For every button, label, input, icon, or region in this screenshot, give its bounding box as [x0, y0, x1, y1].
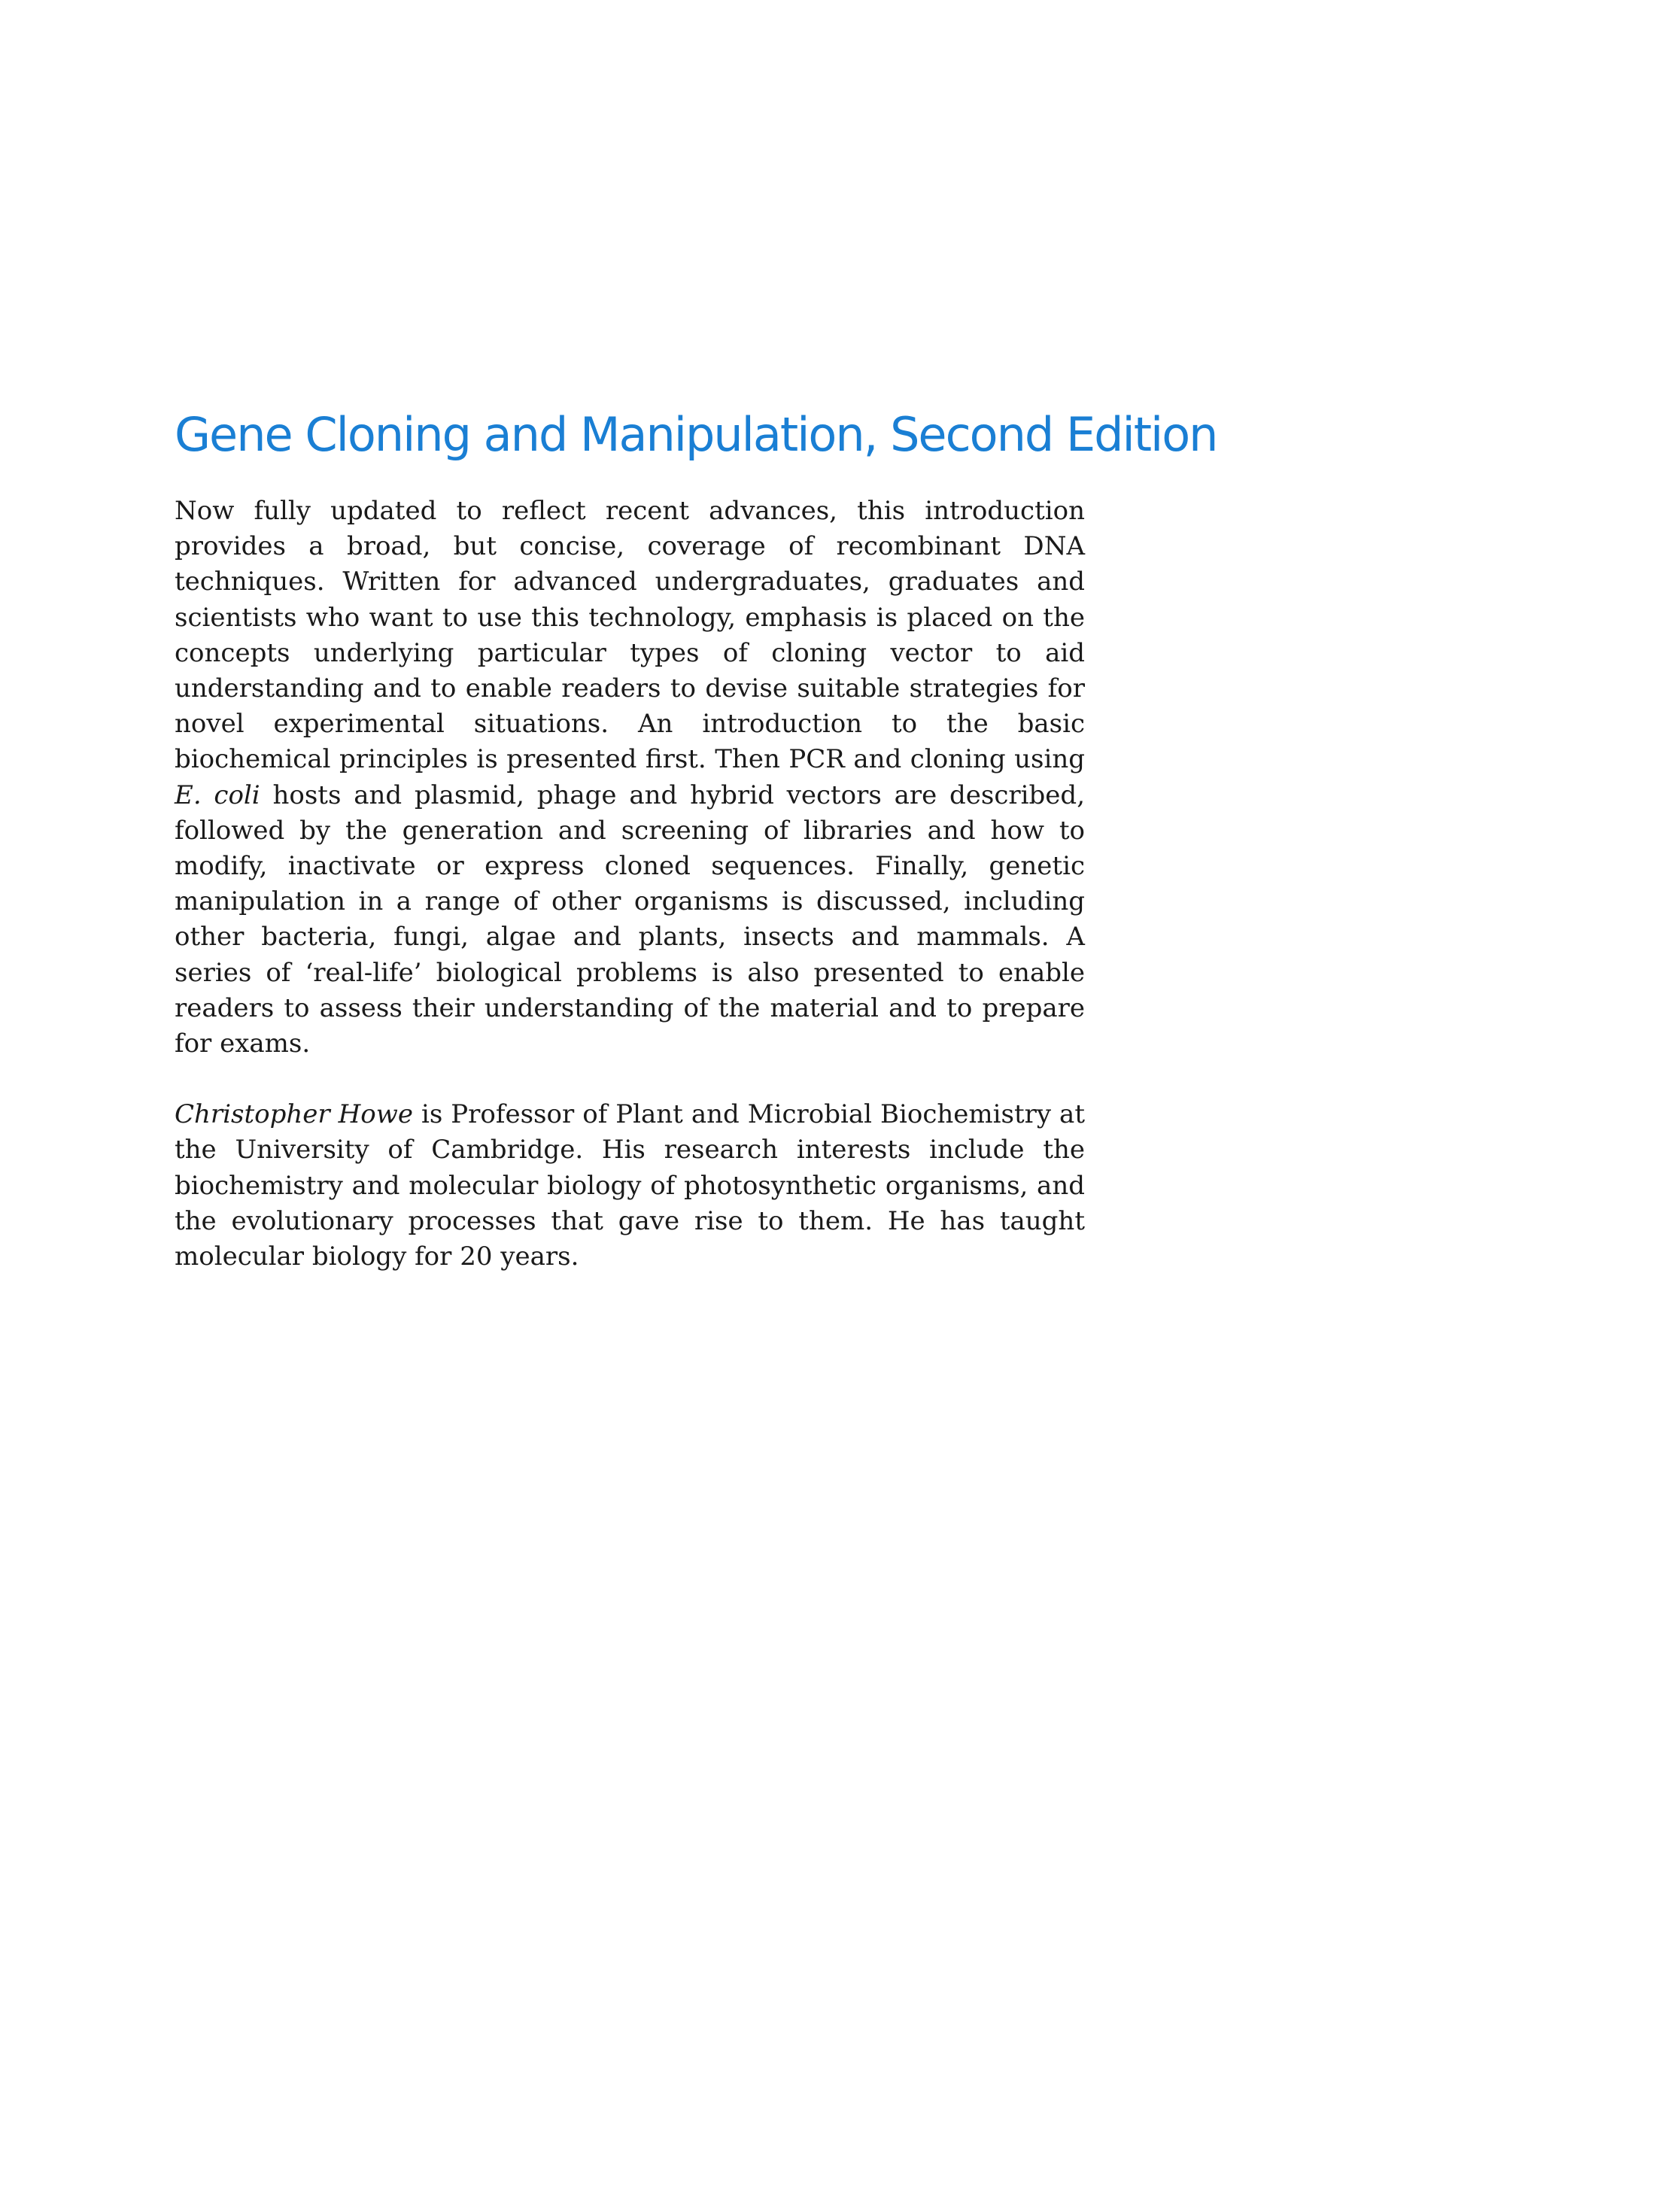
- organism-name: E. coli: [175, 779, 260, 810]
- author-bio-text: is Professor of Plant and Microbial Biochemistry at the University of Cambridge. His research interests include the biochemistry and molecular biology of photosynthetic organisms, and the evolutionary processes that gave rise to them. He has taught molecular biology for 20 years.: [175, 1099, 1085, 1272]
- description-text-part2: hosts and plasmid, phage and hybrid vectors are described, followed by the generation and screening of libraries and how to modify, inactivate or express cloned sequences. Finally, genetic manipulation in a range of other organisms is discussed, including other bacteria, fungi, algae and plants, insects and mammals. A series of ‘real-life’ biological problems is also presented to enable readers to assess their understanding of the material and to prepare for exams.: [175, 779, 1085, 1059]
- author-bio: [175, 1097, 1085, 1275]
- description-text-part1: Now fully updated to reflect recent advances, this introduction provides a broad, but concise, coverage of recombinant DNA techniques. Written for advanced undergraduates, graduates and scientists who want to use this technology, emphasis is placed on the concepts underlying particular types of cloning vector to aid understanding and to enable readers to devise suitable strategies for novel experimental situations. An introduction to the basic biochemical principles is presented first. Then PCR and cloning using: [175, 496, 1085, 775]
- book-description: [175, 494, 1085, 1062]
- author-name: Christopher Howe: [175, 1099, 413, 1130]
- blurb-content: [175, 406, 1217, 1275]
- book-title: Gene Cloning and Manipulation, Second Edition: [175, 407, 1217, 462]
